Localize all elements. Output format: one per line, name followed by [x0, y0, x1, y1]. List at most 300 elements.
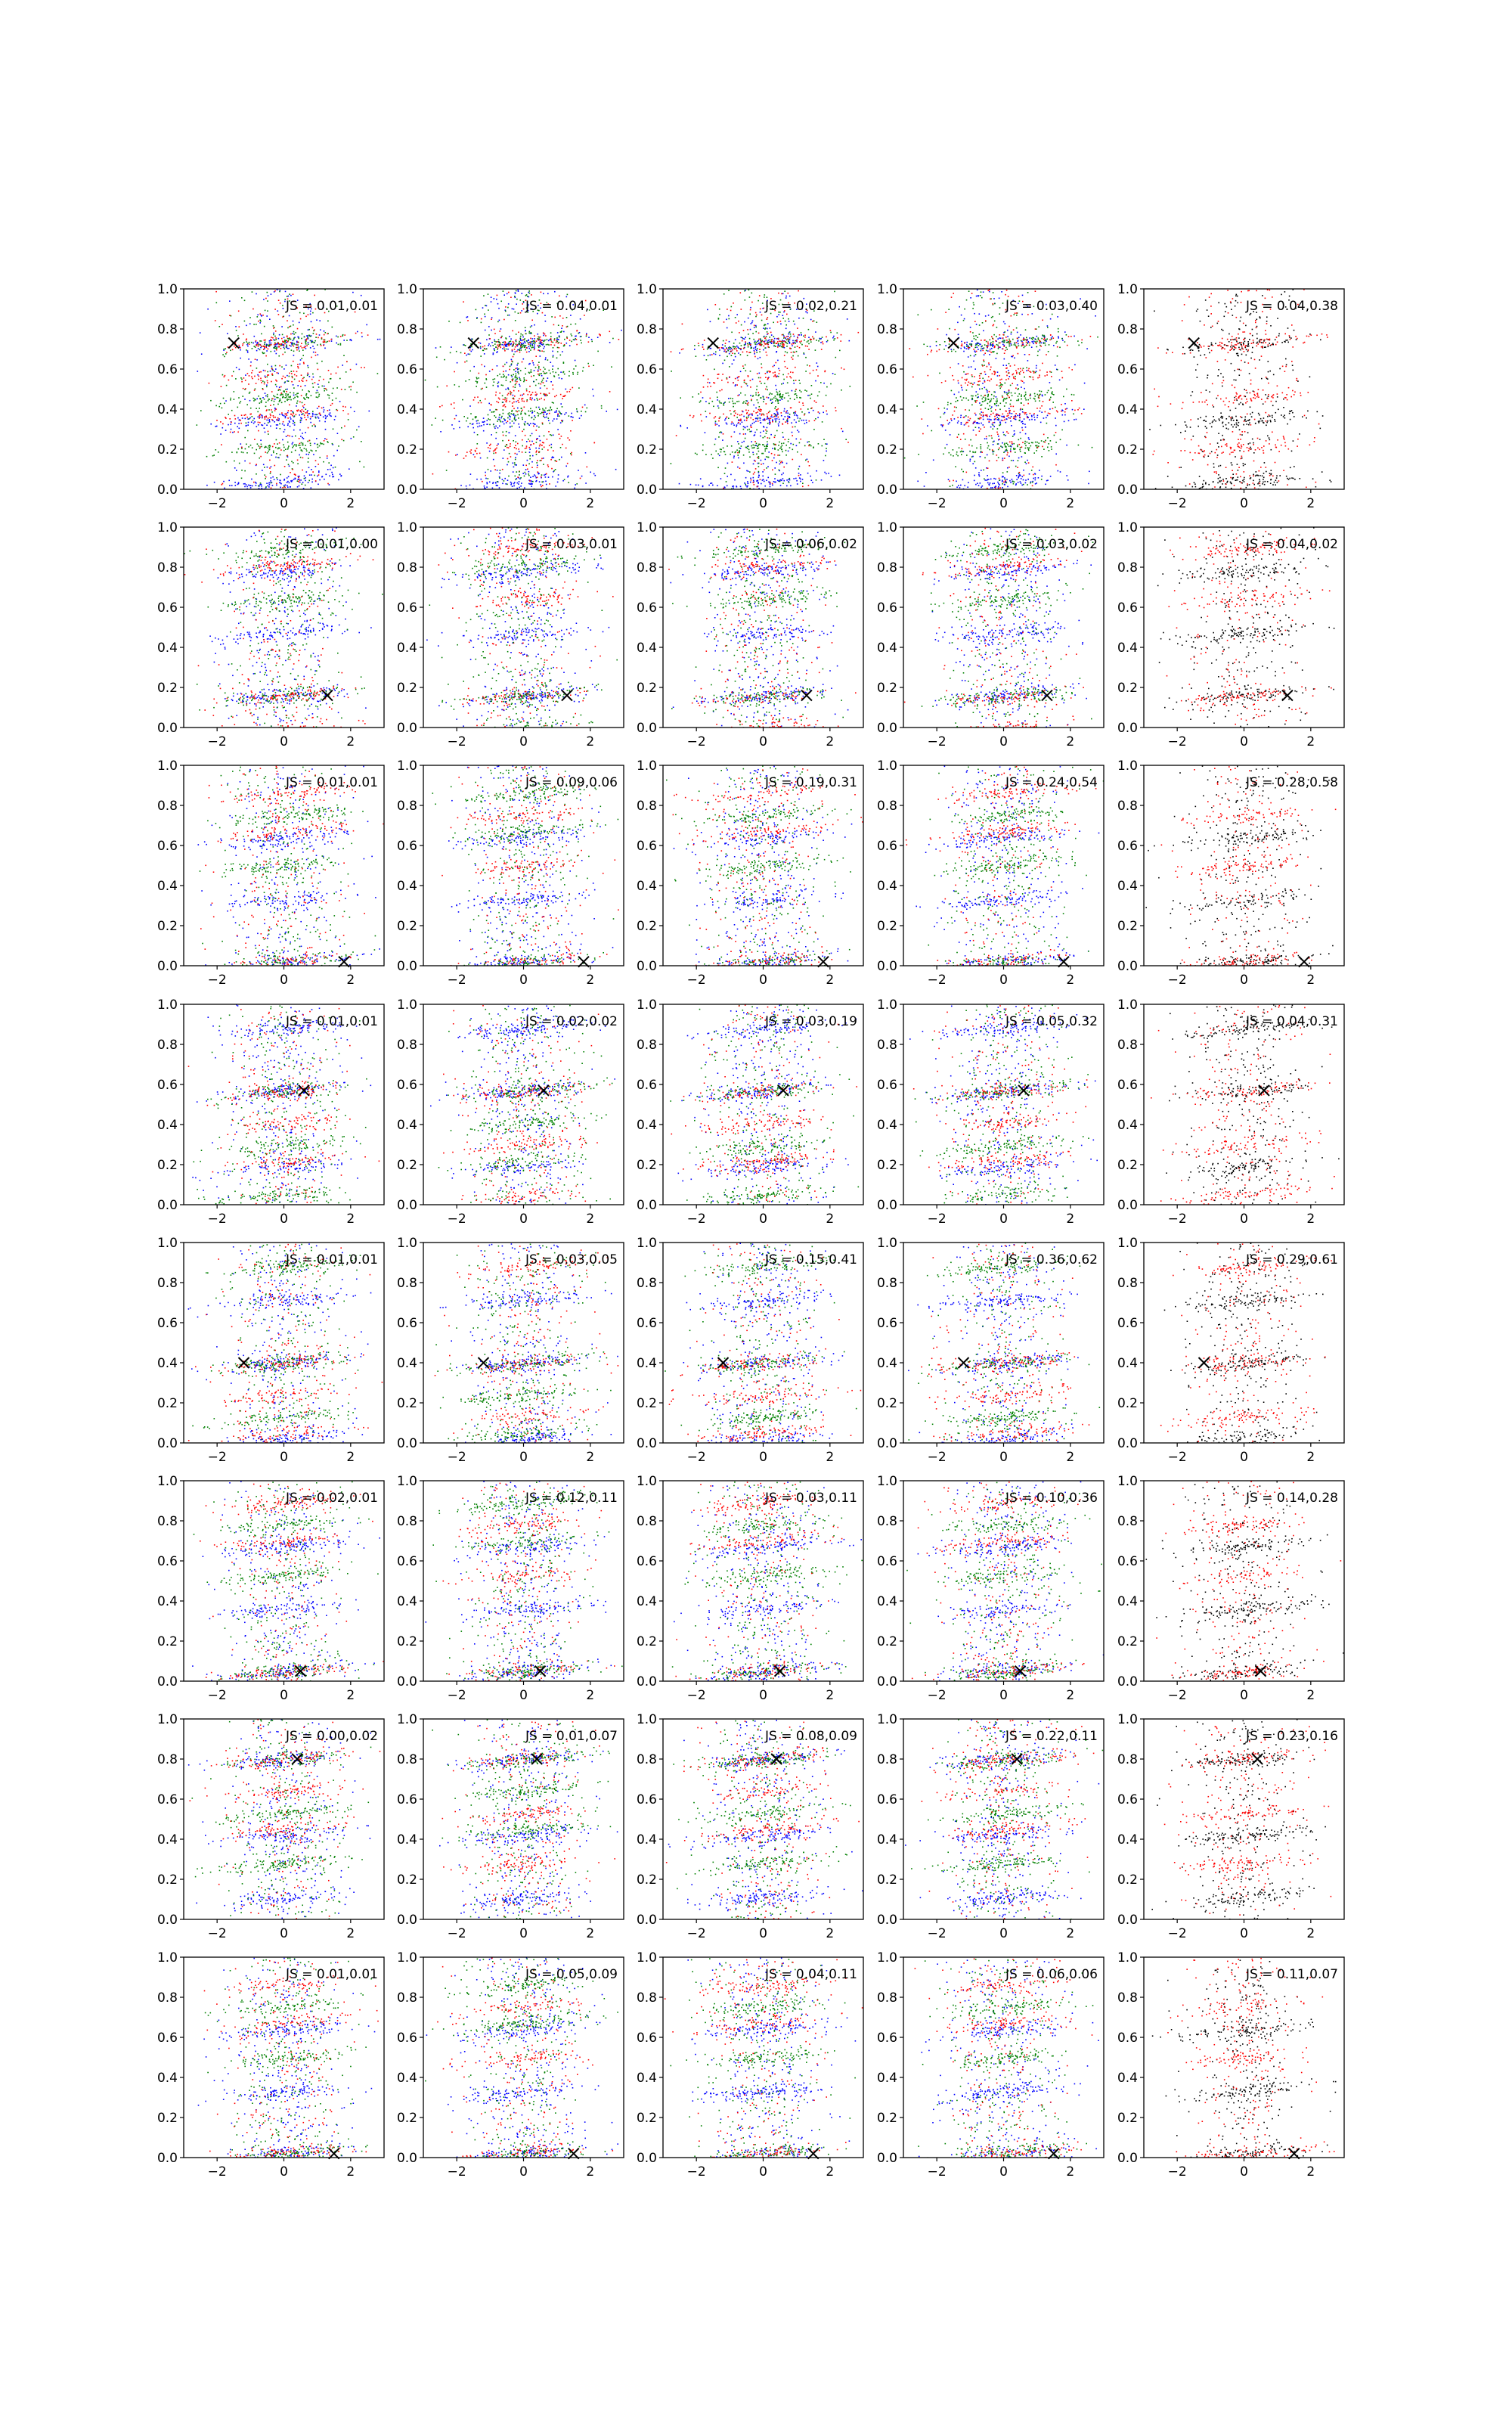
scatter-point [273, 325, 274, 327]
scatter-point [317, 444, 318, 445]
scatter-point [285, 416, 287, 417]
scatter-point [278, 338, 280, 340]
scatter-point [524, 340, 525, 341]
scatter-point [293, 334, 295, 335]
scatter-point [241, 451, 243, 453]
scatter-point [261, 382, 262, 383]
scatter-point [321, 443, 323, 445]
scatter-point [795, 367, 796, 368]
scatter-point [789, 376, 791, 377]
scatter-point [300, 479, 302, 481]
scatter-point [1018, 400, 1019, 402]
scatter-point [597, 351, 599, 352]
scatter-point [993, 482, 995, 484]
scatter-point [346, 340, 348, 341]
scatter-point [332, 474, 333, 476]
scatter-point [982, 486, 984, 487]
scatter-point [505, 445, 507, 447]
scatter-point [720, 417, 721, 418]
scatter-point [500, 343, 501, 345]
scatter-point [540, 337, 541, 338]
scatter-point [807, 365, 808, 366]
scatter-point [301, 411, 302, 413]
scatter-point [516, 488, 518, 489]
scatter-point [271, 488, 272, 489]
scatter-point [264, 427, 265, 429]
scatter-point [488, 326, 490, 327]
scatter-point [994, 422, 996, 424]
scatter-point [529, 386, 531, 387]
scatter-point [578, 333, 580, 334]
scatter-point [267, 380, 268, 382]
scatter-point [936, 345, 937, 346]
scatter-point [286, 459, 287, 461]
scatter-point [509, 369, 510, 371]
scatter-point [239, 326, 240, 327]
scatter-point [585, 411, 587, 413]
scatter-point [788, 340, 789, 342]
scatter-point [547, 413, 548, 414]
scatter-point [798, 475, 800, 476]
scatter-point [745, 427, 746, 428]
scatter-point [562, 406, 563, 408]
scatter-point [510, 482, 512, 483]
scatter-point [258, 430, 259, 432]
scatter-point [559, 433, 560, 435]
scatter-point [975, 339, 977, 340]
scatter-point [437, 386, 438, 388]
scatter-point [304, 476, 305, 477]
scatter-point [917, 481, 919, 482]
scatter-point [778, 368, 779, 370]
scatter-point [538, 361, 540, 363]
scatter-point [1012, 413, 1013, 414]
scatter-point [690, 484, 692, 486]
scatter-point [541, 375, 543, 377]
scatter-point [535, 385, 537, 386]
scatter-point [517, 476, 519, 478]
scatter-point [570, 453, 572, 455]
scatter-point [296, 344, 298, 346]
scatter-point [845, 439, 847, 440]
scatter-point [764, 296, 765, 298]
scatter-point [577, 374, 578, 375]
scatter-point [951, 349, 953, 350]
scatter-point [961, 469, 962, 470]
scatter-point [257, 443, 259, 445]
scatter-point [767, 437, 769, 439]
scatter-point [1050, 476, 1052, 477]
scatter-point [834, 291, 835, 293]
scatter-point [528, 364, 530, 365]
scatter-point [991, 406, 993, 408]
scatter-point [987, 475, 988, 476]
scatter-point [563, 331, 565, 333]
scatter-point [277, 343, 278, 345]
scatter-point [276, 483, 277, 485]
scatter-point [482, 346, 484, 348]
scatter-point [289, 376, 290, 377]
scatter-point [510, 445, 511, 447]
scatter-point [289, 466, 290, 467]
scatter-point [482, 388, 483, 389]
scatter-point [507, 464, 508, 466]
scatter-point [824, 472, 826, 473]
scatter-point [766, 340, 767, 341]
scatter-point [739, 451, 741, 452]
scatter-point [1068, 420, 1070, 422]
scatter-point [507, 307, 509, 309]
scatter-point [554, 396, 556, 398]
scatter-point [1074, 336, 1075, 337]
scatter-point [273, 417, 274, 418]
scatter-point [763, 453, 764, 455]
scatter-point [556, 337, 558, 339]
scatter-point [287, 442, 289, 443]
scatter-point [773, 481, 775, 482]
scatter-point [1012, 479, 1013, 480]
scatter-point [531, 441, 533, 442]
scatter-point [505, 306, 507, 308]
scatter-point [565, 466, 567, 467]
scatter-point [291, 349, 293, 351]
scatter-point [489, 451, 491, 452]
scatter-point [260, 378, 262, 380]
scatter-point [671, 371, 672, 372]
scatter-point [343, 355, 345, 356]
scatter-point [514, 447, 516, 448]
scatter-point [234, 423, 236, 424]
scatter-point [288, 396, 290, 398]
scatter-point [304, 337, 305, 338]
scatter-point [561, 327, 562, 329]
scatter-point [507, 458, 509, 460]
scatter-point [813, 370, 814, 371]
scatter-point [841, 428, 842, 430]
scatter-point [261, 315, 262, 317]
scatter-point [794, 399, 795, 400]
scatter-point [291, 461, 293, 463]
scatter-point [1018, 399, 1020, 400]
scatter-point [221, 444, 222, 445]
scatter-point [496, 341, 497, 343]
scatter-point [522, 343, 524, 344]
scatter-point [551, 447, 553, 448]
scatter-point [509, 336, 510, 337]
scatter-point [1062, 414, 1064, 416]
scatter-point [252, 486, 253, 487]
scatter-point [538, 349, 539, 351]
scatter-point [528, 439, 529, 440]
scatter-point [258, 343, 259, 344]
scatter-point [546, 344, 547, 346]
scatter-point [479, 426, 481, 427]
scatter-point [537, 338, 538, 340]
scatter-point [259, 417, 260, 419]
scatter-point [271, 340, 273, 341]
scatter-point [754, 472, 755, 473]
scatter-point [312, 414, 314, 415]
scatter-point [777, 341, 779, 343]
scatter-point [512, 349, 513, 351]
scatter-point [523, 345, 525, 346]
scatter-point [516, 378, 518, 380]
scatter-point [761, 340, 762, 342]
scatter-point [520, 340, 522, 341]
scatter-point [225, 430, 227, 431]
scatter-point [310, 347, 311, 349]
scatter-point [522, 303, 523, 305]
scatter-point [804, 423, 806, 424]
scatter-point [561, 436, 562, 437]
scatter-point [253, 400, 255, 402]
scatter-point [720, 449, 722, 451]
scatter-point [274, 401, 275, 402]
scatter-point [1005, 451, 1006, 452]
scatter-point [297, 463, 299, 464]
scatter-point [754, 445, 756, 446]
scatter-point [991, 411, 993, 412]
scatter-point [318, 397, 319, 399]
scatter-point [491, 318, 492, 320]
scatter-point [993, 292, 994, 293]
scatter-point [757, 386, 758, 387]
scatter-point [749, 296, 751, 298]
scatter-point [530, 327, 531, 328]
scatter-point [285, 291, 287, 293]
scatter-point [255, 389, 256, 390]
scatter-point [245, 374, 246, 376]
scatter-point [516, 343, 517, 345]
scatter-point [743, 463, 745, 464]
scatter-point [745, 299, 746, 301]
scatter-point [235, 418, 237, 420]
scatter-point [273, 327, 274, 329]
scatter-point [522, 439, 523, 441]
scatter-point [238, 397, 240, 399]
scatter-point [739, 332, 740, 334]
scatter-point [747, 482, 748, 484]
scatter-point [459, 421, 460, 423]
scatter-point [303, 362, 305, 364]
scatter-point [225, 353, 227, 355]
scatter-point [500, 417, 502, 419]
scatter-point [332, 399, 333, 401]
scatter-point [996, 402, 998, 404]
scatter-point [312, 471, 314, 473]
scatter-point [284, 352, 286, 353]
scatter-point [1011, 332, 1012, 334]
scatter-point [284, 425, 285, 427]
scatter-point [774, 455, 776, 456]
scatter-point [1002, 458, 1004, 459]
scatter-point [442, 420, 444, 421]
scatter-point [754, 422, 755, 424]
scatter-point [540, 440, 541, 442]
scatter-point [517, 482, 519, 484]
scatter-point [512, 486, 513, 487]
scatter-point [544, 395, 546, 396]
scatter-point [280, 487, 281, 489]
scatter-point [531, 347, 533, 349]
scatter-point [442, 405, 443, 407]
scatter-point [569, 375, 570, 377]
scatter-point [323, 407, 324, 408]
scatter-point [318, 417, 320, 419]
scatter-point [524, 407, 525, 408]
scatter-point [738, 321, 739, 322]
scatter-point [243, 388, 244, 389]
scatter-point [284, 381, 286, 383]
scatter-point [721, 347, 723, 349]
scatter-point [981, 411, 982, 413]
scatter-point [757, 399, 758, 401]
scatter-point [755, 468, 757, 470]
scatter-point [492, 345, 494, 346]
scatter-point [719, 355, 720, 356]
scatter-point [1067, 408, 1068, 410]
scatter-point [770, 434, 772, 436]
scatter-point [800, 439, 801, 440]
scatter-point [280, 389, 281, 391]
scatter-point [945, 430, 947, 431]
scatter-point [560, 403, 562, 405]
scatter-point [758, 358, 759, 360]
scatter-point [286, 342, 287, 343]
scatter-point [786, 336, 788, 337]
scatter-point [785, 412, 787, 414]
scatter-point [1024, 418, 1025, 420]
scatter-point [764, 414, 765, 416]
scatter-point [259, 422, 261, 424]
scatter-point [773, 322, 774, 324]
scatter-point [966, 348, 968, 349]
scatter-point [748, 429, 750, 430]
scatter-point [1001, 291, 1002, 293]
scatter-point [777, 399, 779, 401]
scatter-point [519, 378, 521, 380]
scatter-point [949, 422, 950, 424]
scatter-point [291, 365, 293, 367]
scatter-point [277, 404, 279, 405]
scatter-point [742, 411, 743, 412]
scatter-point [494, 427, 495, 428]
scatter-point [237, 426, 238, 427]
scatter-point [586, 333, 587, 334]
scatter-point [807, 442, 808, 443]
scatter-point [757, 411, 758, 413]
scatter-point [739, 394, 740, 396]
scatter-point [287, 320, 288, 321]
scatter-point [246, 417, 248, 418]
scatter-point [945, 345, 947, 346]
scatter-point [210, 424, 212, 425]
scatter-point [1011, 425, 1012, 427]
scatter-point [451, 404, 452, 405]
scatter-point [532, 455, 534, 457]
scatter-point [251, 377, 253, 378]
scatter-point [540, 444, 541, 445]
scatter-point [686, 427, 688, 429]
scatter-point [732, 363, 733, 365]
scatter-point [516, 401, 517, 402]
scatter-point [798, 468, 800, 470]
scatter-point [505, 346, 507, 347]
scatter-point [283, 421, 284, 423]
scatter-point [724, 346, 726, 347]
scatter-point [249, 375, 250, 377]
scatter-point [555, 460, 556, 461]
scatter-point [714, 383, 716, 384]
scatter-point [569, 439, 571, 441]
scatter-point [758, 377, 760, 379]
scatter-point [493, 354, 494, 355]
scatter-point [551, 435, 553, 436]
scatter-point [793, 380, 795, 382]
scatter-point [511, 411, 513, 412]
scatter-point [750, 371, 751, 372]
scatter-point [985, 374, 987, 375]
scatter-point [766, 336, 767, 337]
scatter-point [503, 409, 504, 411]
scatter-point [293, 324, 294, 326]
scatter-point [338, 344, 339, 346]
scatter-point [515, 368, 516, 370]
scatter-point [302, 389, 303, 391]
scatter-point [515, 453, 516, 455]
scatter-point [340, 476, 342, 477]
scatter-point [255, 482, 256, 483]
scatter-point [314, 414, 316, 416]
scatter-point [241, 448, 243, 449]
scatter-point [1056, 341, 1058, 343]
scatter-point [544, 368, 546, 370]
scatter-point [271, 366, 273, 368]
scatter-point [1036, 368, 1037, 369]
scatter-point [751, 441, 752, 442]
scatter-point [299, 445, 301, 446]
scatter-point [293, 351, 295, 352]
scatter-point [542, 408, 544, 410]
scatter-point [538, 338, 540, 340]
scatter-point [983, 330, 984, 332]
scatter-point [798, 355, 799, 357]
scatter-point [259, 415, 260, 417]
scatter-point [557, 368, 559, 370]
scatter-point [989, 291, 990, 293]
scatter-point [308, 413, 310, 414]
scatter-point [541, 350, 543, 352]
scatter-point [510, 401, 511, 402]
scatter-point [287, 486, 289, 488]
scatter-point [727, 445, 728, 447]
scatter-point [1020, 481, 1021, 482]
scatter-point [724, 420, 726, 421]
scatter-point [518, 290, 519, 292]
scatter-point [500, 377, 502, 378]
scatter-point [277, 373, 279, 374]
scatter-point [798, 334, 799, 336]
scatter-point [270, 405, 271, 406]
scatter-point [718, 420, 720, 422]
scatter-point [771, 334, 773, 336]
scatter-point [292, 415, 293, 417]
scatter-point [555, 372, 556, 374]
scatter-point [780, 462, 782, 464]
scatter-point [611, 366, 612, 368]
scatter-point [792, 345, 793, 346]
scatter-point [318, 474, 320, 476]
